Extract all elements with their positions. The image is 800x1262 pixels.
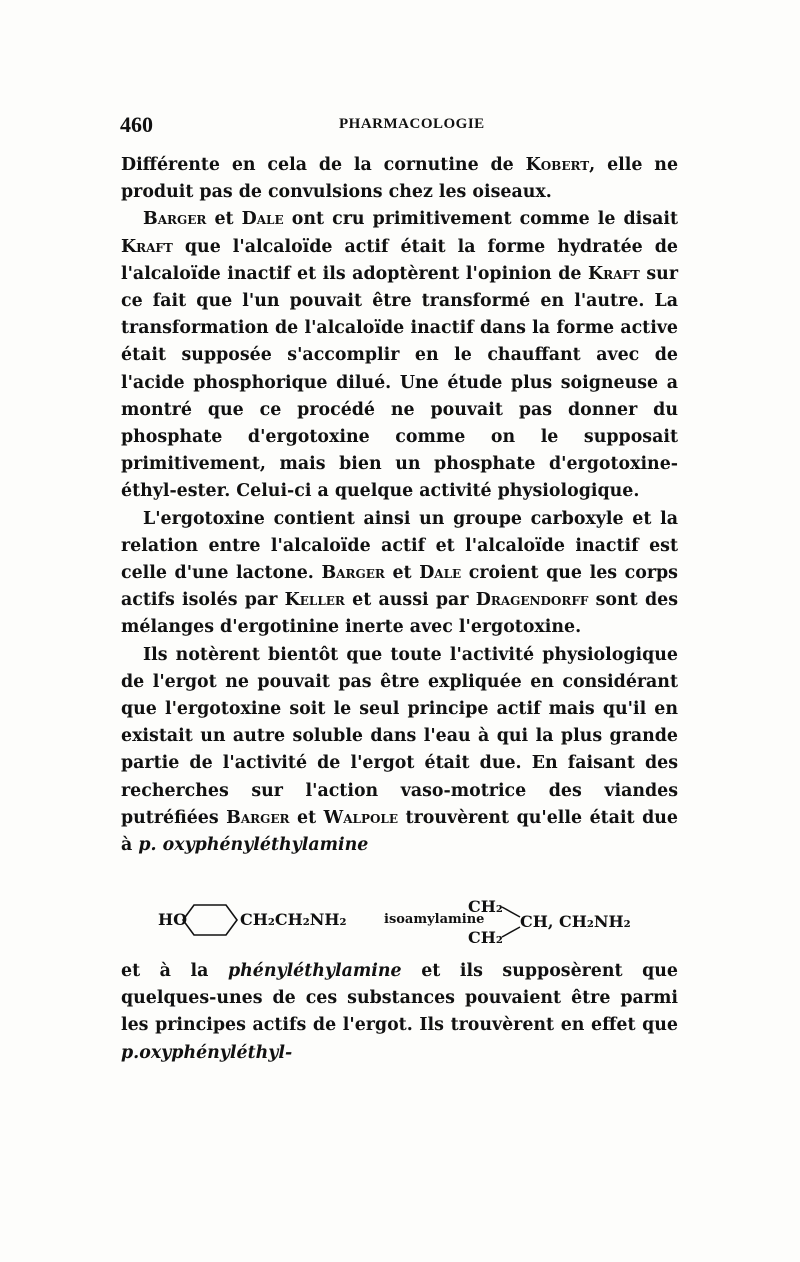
- author-name: Barger: [143, 209, 207, 230]
- paragraph-2: [121, 206, 678, 505]
- chemical-term: phényléthylamine: [227, 961, 402, 981]
- text-run: et: [206, 209, 242, 230]
- body-text-continued: [121, 958, 678, 1067]
- text-run: sont des mélanges d'ergotinine inerte avec l'ergotoxine.: [121, 590, 678, 638]
- formula-ch2-top: CH₂: [468, 897, 503, 916]
- author-name: Kraft: [588, 263, 640, 284]
- paragraph-5: [121, 958, 678, 1067]
- chemical-term: p. oxyphényléthylamine: [138, 835, 369, 856]
- text-run: et aussi par: [344, 590, 476, 611]
- text-run: , elle ne produit pas de convulsions chez les oiseaux.: [121, 155, 679, 203]
- text-run: Différente en cela de la cornutine de: [121, 155, 526, 175]
- formula-figure: [150, 885, 690, 955]
- paragraph-1: [121, 152, 678, 206]
- author-name: Dragendorff: [475, 590, 589, 611]
- author-name: Kraft: [121, 236, 173, 257]
- author-name: Barger: [321, 563, 385, 584]
- formula-left-chain: CH₂CH₂NH₂: [240, 910, 347, 929]
- body-text: [121, 152, 678, 859]
- author-name: Dale: [419, 563, 462, 584]
- text-run: et: [289, 807, 324, 828]
- text-run: et ils supposèrent que quelques-unes de ces substances pouvaient être parmi les principes actifs de l'ergot. Ils trouvèrent en effet que: [121, 961, 678, 1036]
- chemical-term: p.oxyphényléthyl-: [121, 1042, 293, 1063]
- paragraph-3: [121, 506, 678, 642]
- text-run: ont cru primitivement comme le disait: [283, 209, 678, 230]
- formula-ch2-bottom: CH₂: [468, 928, 503, 947]
- text-run: croient que les corps actifs isolés par: [121, 563, 678, 611]
- formula-label: isoamylamine: [384, 912, 485, 927]
- text-run: L'ergotoxine contient ainsi un groupe carboxyle et la relation entre l'alcaloïde actif et l'alcaloïde inactif est celle d'une lactone.: [121, 508, 678, 584]
- bond-line: [502, 907, 520, 917]
- running-title: PHARMACOLOGIE: [339, 116, 485, 132]
- benzene-ring-icon: [183, 905, 237, 935]
- paragraph-4: [121, 642, 678, 860]
- page-number: 460: [120, 112, 153, 137]
- bond-line: [502, 927, 520, 937]
- text-run: sur ce fait que l'un pouvait être transformé en l'autre. La transformation de l'alcaloïde inactif dans la forme active était supposée s'accomplir en le chauffant avec de l'acide phosphorique dilué. Une étude plus soigneuse a montré que ce procédé ne pouvait pas donner du phosphate d'ergotoxine comme on le supposait primitivement, mais bien un phosphate d'ergotoxine-éthyl-ester. Celui-ci a quelque activité physiologique.: [121, 263, 678, 502]
- chemical-formula: [150, 885, 690, 955]
- author-name: Kobert: [525, 155, 590, 175]
- author-name: Dale: [241, 209, 284, 230]
- formula-right-chain: CH, CH₂NH₂: [520, 912, 631, 931]
- text-run: Ils notèrent bientôt que toute l'activité physiologique de l'ergot ne pouvait pas être expliquée en considérant que l'ergotoxine soit le seul principe actif mais qu'il en existait un autre soluble dans l'eau à qui la plus grande partie de l'activité de l'ergot était due. En faisant des recherches sur l'action vaso-motrice des viandes putréfiées: [121, 644, 678, 828]
- formula-ho: HO: [158, 910, 188, 929]
- author-name: Keller: [284, 590, 345, 611]
- author-name: Walpole: [323, 807, 399, 828]
- text-run: et à la: [121, 961, 228, 981]
- text-run: trouvèrent qu'elle était due à: [121, 807, 678, 856]
- text-run: et: [384, 563, 420, 584]
- text-run: que l'alcaloïde actif était la forme hydratée de l'alcaloïde inactif et ils adoptèrent l'opinion de: [121, 236, 678, 284]
- author-name: Barger: [226, 807, 290, 828]
